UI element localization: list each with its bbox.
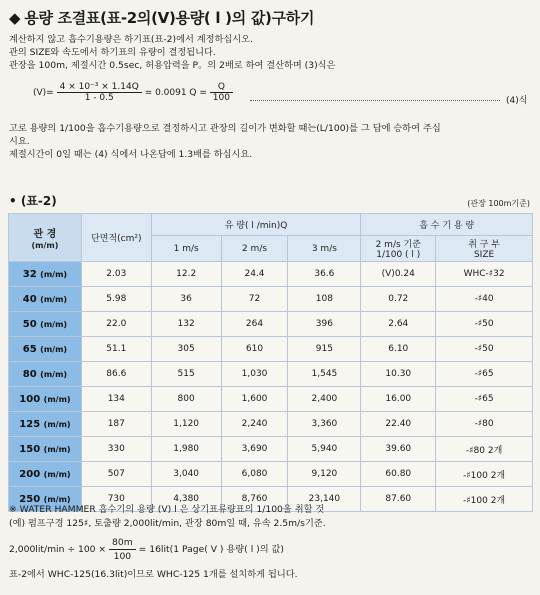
capacity-table [8, 213, 533, 512]
header-speed-3: 3 m/s [288, 236, 361, 262]
footer-calc: 2,000lit/min ÷ 100 × $\frac{80m}{100}$ = 16lit(1 Page( V ) 용량( l )의 값) [9, 537, 285, 562]
cell-flow-1ms: 1,980 [151, 437, 221, 462]
cell-capacity: 87.60 [361, 487, 436, 512]
table-row [9, 287, 533, 312]
cell-area: 330 [81, 437, 151, 462]
table-row [9, 437, 533, 462]
body-line-2: 시요. [9, 136, 30, 147]
cell-size: -♯65 [436, 387, 533, 412]
cell-size: -♯50 [436, 337, 533, 362]
cell-area: 86.6 [81, 362, 151, 387]
table-note: (관장 100m기준) [467, 199, 530, 208]
header-area: 단면적(cm²) [81, 214, 151, 262]
cell-flow-3ms: 396 [288, 312, 361, 337]
cell-capacity: 2.64 [361, 312, 436, 337]
cell-diameter: 100 (m/m) [9, 387, 82, 412]
header-basis: 2 m/s 기준 1/100 ( l ) [361, 236, 436, 262]
cell-flow-3ms: 36.6 [288, 262, 361, 287]
intro-line-1: 계산하지 않고 흡수기용량은 하기표(표-2)에서 계정하십시오. [9, 34, 253, 45]
formula-tag: (4)식 [506, 96, 528, 106]
cell-flow-2ms: 2,240 [221, 412, 288, 437]
cell-diameter: 32 (m/m) [9, 262, 82, 287]
header-diameter: 관 경 (m/m) [9, 214, 82, 262]
cell-capacity: 16.00 [361, 387, 436, 412]
cell-capacity: 60.80 [361, 462, 436, 487]
table-row [9, 362, 533, 387]
cell-diameter: 150 (m/m) [9, 437, 82, 462]
cell-capacity: (V)0.24 [361, 262, 436, 287]
cell-flow-2ms: 72 [221, 287, 288, 312]
cell-flow-2ms: 24.4 [221, 262, 288, 287]
cell-flow-1ms: 800 [151, 387, 221, 412]
cell-flow-3ms: 915 [288, 337, 361, 362]
cell-area: 187 [81, 412, 151, 437]
header-speed-2: 2 m/s [221, 236, 288, 262]
cell-flow-2ms: 264 [221, 312, 288, 337]
header-size: 취 구 부 SIZE [436, 236, 533, 262]
table-row [9, 412, 533, 437]
cell-area: 5.98 [81, 287, 151, 312]
cell-size: -♯80 2개 [436, 437, 533, 462]
cell-capacity: 6.10 [361, 337, 436, 362]
cell-diameter: 80 (m/m) [9, 362, 82, 387]
cell-flow-3ms: 2,400 [288, 387, 361, 412]
cell-flow-3ms: 3,360 [288, 412, 361, 437]
cell-diameter: 65 (m/m) [9, 337, 82, 362]
cell-size: -♯65 [436, 362, 533, 387]
cell-capacity: 39.60 [361, 437, 436, 462]
diamond-bullet-icon: ◆ [9, 9, 21, 27]
cell-diameter: 125 (m/m) [9, 412, 82, 437]
formula-fraction-2: $\frac{Q}{100}$ [210, 82, 233, 103]
cell-flow-1ms: 36 [151, 287, 221, 312]
cell-flow-1ms: 1,120 [151, 412, 221, 437]
intro-line-3: 관장을 100m, 제절시간 0.5sec, 허용압력을 P。의 2배로 하여 결산하며 (3)식은 [9, 60, 336, 71]
footer-line-3: 표-2에서 WHC-125(16.3lit)이므로 WHC-125 1개를 설치하게 됩니다. [9, 569, 298, 580]
cell-flow-1ms: 3,040 [151, 462, 221, 487]
cell-flow-1ms: 132 [151, 312, 221, 337]
calc-fraction: $\frac{80m}{100}$ [109, 536, 136, 563]
cell-flow-3ms: 5,940 [288, 437, 361, 462]
footer-line-1: ※ WATER HAMMER 흡수기의 용량 (V) l 은 상기표류량표의 1/100을 취할 것 [9, 504, 325, 515]
cell-area: 730 [81, 487, 151, 512]
leader-dots [250, 100, 500, 101]
cell-flow-3ms: 23,140 [288, 487, 361, 512]
header-absorber: 흡 수 기 용 량 [361, 214, 533, 236]
footer-line-2: (예) 펌프구경 125♯, 토출량 2,000lit/min, 관장 80m일 때, 유속 2.5m/s기준. [9, 518, 326, 529]
table-row [9, 462, 533, 487]
cell-diameter: 250 (m/m) [9, 487, 82, 512]
body-line-3: 제절시간이 0일 때는 (4) 식에서 나온답에 1.3배를 하십시요. [9, 149, 253, 160]
cell-diameter: 200 (m/m) [9, 462, 82, 487]
page-title: ◆ 용량 조결표(표-2의(V)용량( l )의 값)구하기 [9, 9, 315, 27]
cell-size: -♯40 [436, 287, 533, 312]
cell-flow-2ms: 3,690 [221, 437, 288, 462]
cell-diameter: 50 (m/m) [9, 312, 82, 337]
header-speed-1: 1 m/s [151, 236, 221, 262]
cell-size: -♯100 2개 [436, 487, 533, 512]
cell-capacity: 22.40 [361, 412, 436, 437]
cell-flow-2ms: 1,600 [221, 387, 288, 412]
cell-flow-3ms: 1,545 [288, 362, 361, 387]
cell-area: 22.0 [81, 312, 151, 337]
cell-size: -♯100 2개 [436, 462, 533, 487]
cell-size: -♯50 [436, 312, 533, 337]
cell-flow-2ms: 8,760 [221, 487, 288, 512]
formula-fraction-1: $\frac{\text{4 × 10⁻³ × 1.14Q}}{1 - 0.5}$ [57, 82, 142, 103]
cell-flow-3ms: 9,120 [288, 462, 361, 487]
cell-area: 2.03 [81, 262, 151, 287]
cell-area: 507 [81, 462, 151, 487]
table-row [9, 262, 533, 287]
table-title: • (표-2) [9, 194, 57, 208]
cell-flow-2ms: 6,080 [221, 462, 288, 487]
cell-size: WHC-♯32 [436, 262, 533, 287]
intro-line-2: 관의 SIZE와 속도에서 하기표의 유량이 결정됩니다. [9, 47, 216, 58]
table-row [9, 312, 533, 337]
table-row [9, 337, 533, 362]
formula-4: (V)= $\frac{\text{4 × 10⁻³ × 1.14Q}}{1 - 0.5}$ = 0.0091 Q = $\frac{Q}{100}$ [33, 82, 233, 103]
cell-flow-2ms: 1,030 [221, 362, 288, 387]
cell-flow-1ms: 305 [151, 337, 221, 362]
cell-size: -♯80 [436, 412, 533, 437]
cell-flow-3ms: 108 [288, 287, 361, 312]
header-flow: 유 량( l /min)Q [151, 214, 361, 236]
cell-diameter: 40 (m/m) [9, 287, 82, 312]
body-line-1: 고로 용량의 1/100을 흡수기용량으로 결정하시고 관장의 길이가 변화할 때는(L/100)를 그 답에 승하여 주십 [9, 123, 441, 134]
cell-area: 51.1 [81, 337, 151, 362]
cell-flow-1ms: 12.2 [151, 262, 221, 287]
cell-flow-1ms: 4,380 [151, 487, 221, 512]
cell-area: 134 [81, 387, 151, 412]
cell-capacity: 0.72 [361, 287, 436, 312]
table-row [9, 387, 533, 412]
cell-flow-1ms: 515 [151, 362, 221, 387]
cell-capacity: 10.30 [361, 362, 436, 387]
cell-flow-2ms: 610 [221, 337, 288, 362]
